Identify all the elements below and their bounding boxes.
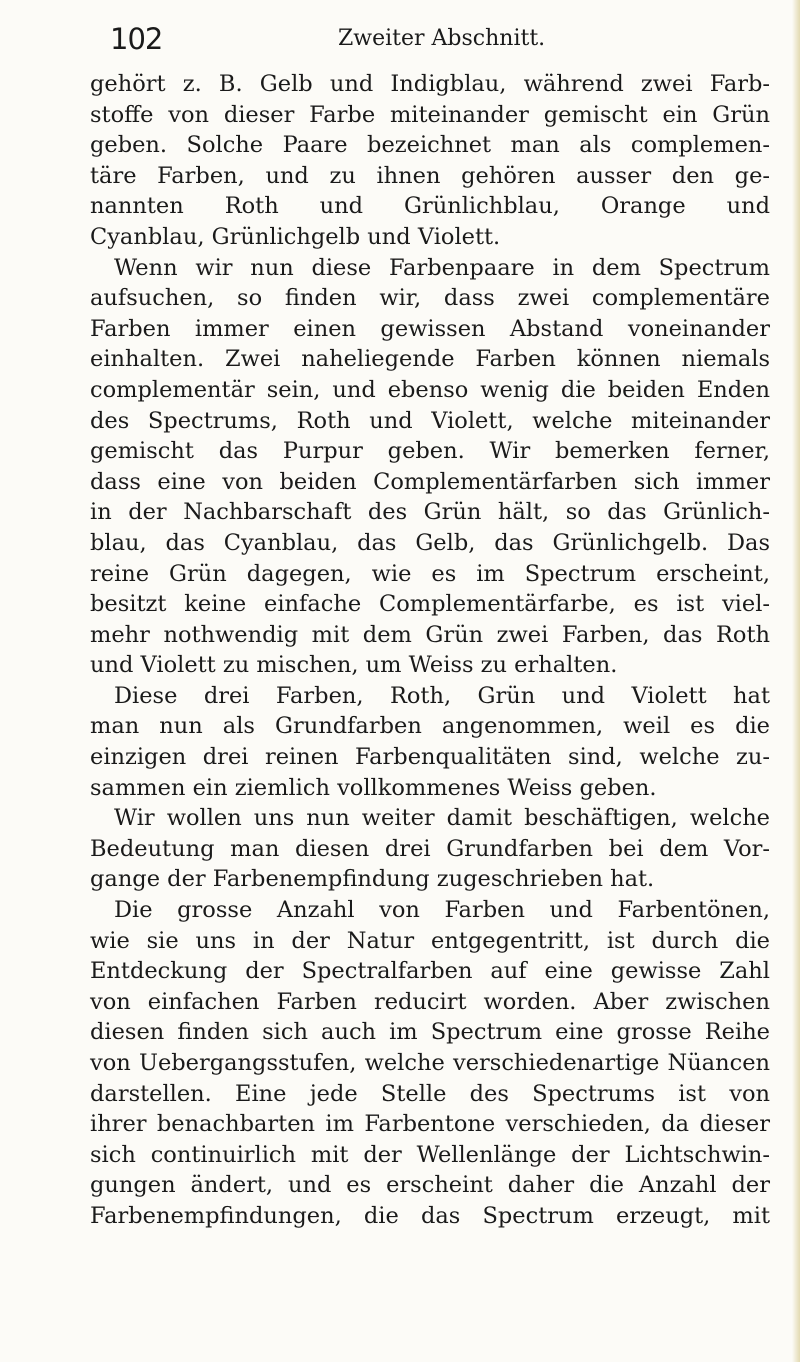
text-line: ihrer benachbarten im Farbentone verschieden, da dieser: [90, 1111, 770, 1138]
text-line: Diese drei Farben, Roth, Grün und Violett hat: [114, 682, 770, 709]
text-line: einzigen drei reinen Farbenqualitäten sind, welche zu-: [90, 744, 770, 771]
text-line: aufsuchen, so finden wir, dass zwei complementäre: [90, 285, 770, 312]
text-line: gehört z. B. Gelb und Indigblau, während zwei Farb-: [90, 71, 770, 97]
text-line: geben. Solche Paare bezeichnet man als complemen-: [90, 132, 770, 159]
text-line: in der Nachbarschaft des Grün hält, so das Grünlich-: [90, 499, 770, 526]
text-line: Farbenempfindungen, die das Spectrum erzeugt, mit: [90, 1202, 770, 1229]
text-line: des Spectrums, Roth und Violett, welche miteinander: [90, 407, 770, 434]
text-line: nannten Roth und Grünlichblau, Orange und: [90, 193, 770, 220]
text-line: einhalten. Zwei naheliegende Farben können niemals: [90, 346, 770, 373]
page-header: [90, 22, 770, 56]
text-line: Entdeckung der Spectralfarben auf eine gewisse Zahl: [90, 958, 770, 985]
text-line: stoffe von dieser Farbe miteinander gemischt ein Grün: [90, 101, 770, 128]
text-line: besitzt keine einfache Complementärfarbe, es ist viel-: [90, 591, 770, 618]
text-line: und Violett zu mischen, um Weiss zu erhalten.: [90, 652, 618, 679]
text-line: Farben immer einen gewissen Abstand voneinander: [90, 315, 770, 342]
text-line: diesen finden sich auch im Spectrum eine grosse Reihe: [90, 1019, 770, 1046]
text-line: sammen ein ziemlich vollkommenes Weiss geben.: [90, 774, 657, 801]
text-line: täre Farben, und zu ihnen gehören ausser den ge-: [90, 162, 770, 189]
text-line: Die grosse Anzahl von Farben und Farbentönen,: [114, 897, 770, 924]
text-line: gungen ändert, und es erscheint daher die Anzahl der: [90, 1172, 770, 1199]
text-line: sich continuirlich mit der Wellenlänge der Lichtschwin-: [90, 1141, 770, 1168]
text-line: gemischt das Purpur geben. Wir bemerken ferner,: [90, 438, 770, 465]
page-number: 102: [110, 22, 163, 56]
text-line: Wenn wir nun diese Farbenpaare in dem Spectrum: [114, 254, 770, 281]
text-line: wie sie uns in der Natur entgegentritt, ist durch die: [90, 927, 770, 954]
text-line: blau, das Cyanblau, das Gelb, das Grünlichgelb. Das: [90, 529, 770, 556]
text-line: darstellen. Eine jede Stelle des Spectrums ist von: [90, 1080, 770, 1107]
text-line: reine Grün dagegen, wie es im Spectrum erscheint,: [90, 560, 770, 587]
text-line: von einfachen Farben reducirt worden. Aber zwischen: [90, 988, 770, 1015]
text-line: Bedeutung man diesen drei Grundfarben bei dem Vor-: [90, 835, 770, 862]
text-line: von Uebergangsstufen, welche verschiedenartige Nüancen: [90, 1050, 770, 1076]
body-text: [90, 69, 770, 1232]
text-line: mehr nothwendig mit dem Grün zwei Farben, das Roth: [90, 621, 770, 648]
text-line: dass eine von beiden Complementärfarben sich immer: [90, 468, 770, 495]
page-edge-shading: [792, 0, 800, 1362]
running-head: Zweiter Abschnitt.: [338, 26, 546, 51]
text-line: Cyanblau, Grünlichgelb und Violett.: [90, 223, 501, 250]
text-line: man nun als Grundfarben angenommen, weil es die: [90, 713, 770, 740]
text-line: Wir wollen uns nun weiter damit beschäftigen, welche: [114, 805, 770, 832]
text-line: complementär sein, und ebenso wenig die beiden Enden: [90, 376, 770, 403]
text-line: gange der Farbenempfindung zugeschrieben hat.: [90, 866, 655, 893]
